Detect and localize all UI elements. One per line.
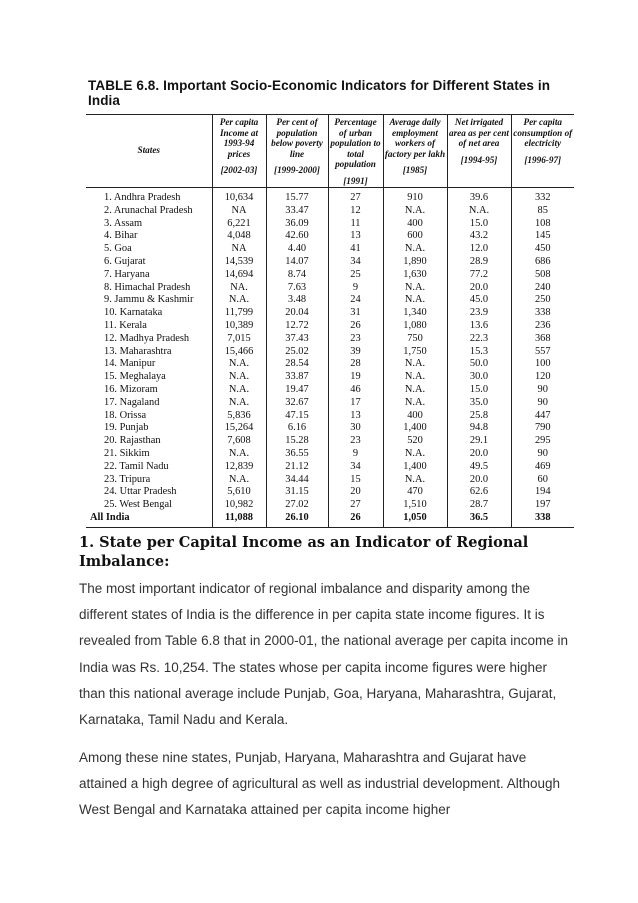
table-row: [86, 269, 574, 282]
value-cell: N.A.: [383, 205, 447, 218]
state-name-cell: 7. Haryana: [104, 268, 150, 280]
table-title: TABLE 6.8. Important Socio-Economic Indicators for Different States in India: [88, 78, 551, 108]
table-body: [86, 188, 574, 528]
value-cell: 15.0: [447, 384, 511, 397]
value-cell: 25.02: [266, 346, 328, 359]
table-row: [86, 397, 574, 410]
value-cell: NA: [212, 205, 266, 218]
value-cell: 6,221: [212, 218, 266, 231]
value-cell: 4.40: [266, 243, 328, 256]
value-cell: N.A.: [383, 474, 447, 487]
value-cell: 750: [383, 333, 447, 346]
value-cell: N.A.: [383, 371, 447, 384]
table-row: [86, 474, 574, 487]
value-cell: 368: [511, 333, 574, 346]
value-cell: 60: [511, 474, 574, 487]
value-cell: 12,839: [212, 461, 266, 474]
state-name-cell: 2. Arunachal Pradesh: [104, 204, 193, 216]
value-cell: 447: [511, 410, 574, 423]
value-cell: 194: [511, 486, 574, 499]
value-cell: 43.2: [447, 230, 511, 243]
state-name-cell: All India: [86, 512, 212, 527]
value-cell: 7,608: [212, 435, 266, 448]
value-cell: 36.55: [266, 448, 328, 461]
value-cell: 25: [328, 269, 383, 282]
value-cell: 19.47: [266, 384, 328, 397]
value-cell: 8.74: [266, 269, 328, 282]
column-header-label: Average daily employment workers of factory per lakh: [384, 117, 446, 159]
column-header-2: [266, 115, 328, 188]
state-name-cell: 15. Meghalaya: [104, 371, 166, 383]
value-cell: 557: [511, 346, 574, 359]
value-cell: 1,750: [383, 346, 447, 359]
state-name-cell: 8. Himachal Pradesh: [104, 281, 191, 293]
column-header-6: [511, 115, 574, 188]
value-cell: 32.67: [266, 397, 328, 410]
table-total-row: [86, 512, 574, 527]
table-row: [86, 307, 574, 320]
value-cell: N.A.: [212, 358, 266, 371]
value-cell: 42.60: [266, 230, 328, 243]
value-cell: 23: [328, 333, 383, 346]
value-cell: 33.47: [266, 205, 328, 218]
value-cell: 13: [328, 410, 383, 423]
value-cell: 22.3: [447, 333, 511, 346]
table-row: [86, 256, 574, 269]
value-cell: 23.9: [447, 307, 511, 320]
table-row: [86, 230, 574, 243]
value-cell: 600: [383, 230, 447, 243]
value-cell: 27.02: [266, 499, 328, 512]
value-cell: 338: [511, 512, 574, 527]
value-cell: 45.0: [447, 294, 511, 307]
value-cell: 20.04: [266, 307, 328, 320]
value-cell: 13: [328, 230, 383, 243]
value-cell: 33.87: [266, 371, 328, 384]
value-cell: 15: [328, 474, 383, 487]
value-cell: 15,466: [212, 346, 266, 359]
value-cell: N.A.: [383, 282, 447, 295]
indicators-table: [86, 114, 574, 528]
value-cell: 15.77: [266, 188, 328, 205]
value-cell: 120: [511, 371, 574, 384]
column-header-states: [86, 115, 212, 188]
table-row: [86, 499, 574, 512]
value-cell: 19: [328, 371, 383, 384]
value-cell: 90: [511, 397, 574, 410]
state-name-cell: 1. Andhra Pradesh: [104, 192, 181, 203]
value-cell: 26: [328, 512, 383, 527]
table-row: [86, 282, 574, 295]
value-cell: N.A.: [212, 474, 266, 487]
state-name-cell: 3. Assam: [104, 217, 143, 229]
value-cell: 5,610: [212, 486, 266, 499]
value-cell: 39.6: [447, 188, 511, 205]
table-row: [86, 422, 574, 435]
value-cell: 1,630: [383, 269, 447, 282]
column-header-year: [2002-03]: [220, 165, 258, 175]
state-name-cell: 21. Sikkim: [104, 447, 150, 459]
value-cell: 14,694: [212, 269, 266, 282]
value-cell: 90: [511, 384, 574, 397]
table-row: [86, 205, 574, 218]
value-cell: 1,890: [383, 256, 447, 269]
value-cell: 35.0: [447, 397, 511, 410]
value-cell: 27: [328, 499, 383, 512]
value-cell: N.A.: [447, 205, 511, 218]
value-cell: 240: [511, 282, 574, 295]
value-cell: N.A.: [212, 371, 266, 384]
state-name-cell: 12. Madhya Pradesh: [104, 332, 190, 344]
column-header-label: Per capita Income at 1993-94 prices: [219, 117, 259, 159]
state-name-cell: 4. Bihar: [104, 230, 138, 242]
value-cell: N.A.: [383, 448, 447, 461]
value-cell: 17: [328, 397, 383, 410]
value-cell: 1,340: [383, 307, 447, 320]
value-cell: 100: [511, 358, 574, 371]
state-name-cell: 22. Tamil Nadu: [104, 460, 169, 472]
table-row: [86, 358, 574, 371]
value-cell: 47.15: [266, 410, 328, 423]
value-cell: 15.0: [447, 218, 511, 231]
table-row: [86, 410, 574, 423]
column-header-year: [1994-95]: [460, 154, 498, 165]
state-name-cell: 14. Manipur: [104, 358, 156, 370]
value-cell: 30.0: [447, 371, 511, 384]
column-header-label: States: [137, 145, 160, 156]
value-cell: N.A.: [383, 243, 447, 256]
indicators-table-figure: [86, 78, 574, 528]
table-row: [86, 346, 574, 359]
value-cell: 46: [328, 384, 383, 397]
value-cell: 250: [511, 294, 574, 307]
value-cell: 3.48: [266, 294, 328, 307]
value-cell: 145: [511, 230, 574, 243]
value-cell: 26: [328, 320, 383, 333]
value-cell: 50.0: [447, 358, 511, 371]
value-cell: 12.0: [447, 243, 511, 256]
value-cell: 28: [328, 358, 383, 371]
state-name-cell: 16. Mizoram: [104, 383, 158, 395]
value-cell: 28.9: [447, 256, 511, 269]
table-row: [86, 320, 574, 333]
value-cell: 20: [328, 486, 383, 499]
state-name-cell: 18. Orissa: [104, 409, 147, 421]
value-cell: 24: [328, 294, 383, 307]
column-header-label: Per capita consumption of electricity: [513, 117, 573, 148]
value-cell: 1,080: [383, 320, 447, 333]
table-row: [86, 448, 574, 461]
value-cell: 11,799: [212, 307, 266, 320]
column-header-3: [328, 115, 383, 188]
value-cell: 15.3: [447, 346, 511, 359]
value-cell: 20.0: [447, 448, 511, 461]
state-name-cell: 9. Jammu & Kashmir: [104, 294, 194, 306]
value-cell: 4,048: [212, 230, 266, 243]
column-header-label: Percentage of urban population to total population: [330, 117, 381, 169]
value-cell: 85: [511, 205, 574, 218]
table-row: [86, 435, 574, 448]
value-cell: 37.43: [266, 333, 328, 346]
table-row: [86, 384, 574, 397]
table-header-row: [86, 115, 574, 188]
state-name-cell: 10. Karnataka: [104, 307, 163, 319]
value-cell: 90: [511, 448, 574, 461]
state-name-cell: 17. Nagaland: [104, 396, 160, 408]
value-cell: 12: [328, 205, 383, 218]
value-cell: 7,015: [212, 333, 266, 346]
column-header-year: [1991]: [343, 175, 368, 186]
value-cell: 12.72: [266, 320, 328, 333]
value-cell: N.A.: [383, 358, 447, 371]
table-row: [86, 218, 574, 231]
value-cell: 36.09: [266, 218, 328, 231]
table-row: [86, 486, 574, 499]
value-cell: 94.8: [447, 422, 511, 435]
value-cell: 338: [511, 307, 574, 320]
table-row: [86, 188, 574, 205]
value-cell: 14,539: [212, 256, 266, 269]
value-cell: 34.44: [266, 474, 328, 487]
value-cell: 77.2: [447, 269, 511, 282]
value-cell: 29.1: [447, 435, 511, 448]
value-cell: 31.15: [266, 486, 328, 499]
value-cell: 520: [383, 435, 447, 448]
value-cell: 49.5: [447, 461, 511, 474]
value-cell: N.A.: [383, 384, 447, 397]
column-header-year: [1999-2000]: [274, 165, 320, 175]
paragraph-1: The most important indicator of regional imbalance and disparity among the different states of India is the difference in per capita state income figures. It is revealed from Table 6.8 that in 2000-01, the national average per capita income in India was Rs. 10,254. The states whose per capita income figures were higher than this national average include Punjab, Goa, Haryana, Maharashtra, Gujarat, Karnataka, Tamil Nadu and Kerala.: [79, 581, 569, 728]
value-cell: 30: [328, 422, 383, 435]
value-cell: 13.6: [447, 320, 511, 333]
value-cell: 1,510: [383, 499, 447, 512]
value-cell: 1,050: [383, 512, 447, 527]
value-cell: 10,389: [212, 320, 266, 333]
value-cell: 11: [328, 218, 383, 231]
value-cell: NA: [212, 243, 266, 256]
value-cell: 31: [328, 307, 383, 320]
value-cell: 9: [328, 282, 383, 295]
value-cell: 11,088: [212, 512, 266, 527]
state-name-cell: 13. Maharashtra: [104, 345, 172, 357]
paragraph-2: Among these nine states, Punjab, Haryana, Maharashtra and Gujarat have attained a high degree of agricultural as well as industrial development. Although West Bengal and Karnataka attained per capita income higher: [79, 750, 561, 818]
value-cell: 20.0: [447, 282, 511, 295]
value-cell: N.A.: [212, 448, 266, 461]
value-cell: 23: [328, 435, 383, 448]
state-name-cell: 24. Uttar Pradesh: [104, 486, 177, 498]
section-heading: 1. State per Capital Income as an Indicator of Regional Imbalance:: [79, 534, 529, 570]
value-cell: 34: [328, 461, 383, 474]
value-cell: 295: [511, 435, 574, 448]
column-header-1: [212, 115, 266, 188]
value-cell: 469: [511, 461, 574, 474]
value-cell: 21.12: [266, 461, 328, 474]
value-cell: 34: [328, 256, 383, 269]
state-name-cell: 23. Tripura: [104, 473, 151, 485]
value-cell: 236: [511, 320, 574, 333]
value-cell: 450: [511, 243, 574, 256]
value-cell: 400: [383, 218, 447, 231]
value-cell: 10,634: [212, 188, 266, 205]
value-cell: 15,264: [212, 422, 266, 435]
column-header-4: [383, 115, 447, 188]
value-cell: 15.28: [266, 435, 328, 448]
table-row: [86, 371, 574, 384]
state-name-cell: 20. Rajasthan: [104, 435, 161, 447]
table-row: [86, 461, 574, 474]
value-cell: 28.7: [447, 499, 511, 512]
value-cell: 27: [328, 188, 383, 205]
column-header-year: [1985]: [402, 165, 428, 175]
state-name-cell: 19. Punjab: [104, 422, 149, 434]
state-name-cell: 5. Goa: [104, 243, 132, 255]
value-cell: 197: [511, 499, 574, 512]
column-header-label: Net irrigated area as per cent of net area: [449, 117, 509, 148]
value-cell: 14.07: [266, 256, 328, 269]
value-cell: 470: [383, 486, 447, 499]
value-cell: 62.6: [447, 486, 511, 499]
state-name-cell: 6. Gujarat: [104, 255, 146, 267]
value-cell: 26.10: [266, 512, 328, 527]
value-cell: 1,400: [383, 422, 447, 435]
table-row: [86, 294, 574, 307]
value-cell: 39: [328, 346, 383, 359]
state-name-cell: 25. West Bengal: [104, 499, 172, 511]
value-cell: 1,400: [383, 461, 447, 474]
value-cell: NA.: [212, 282, 266, 295]
column-header-5: [447, 115, 511, 188]
value-cell: N.A.: [383, 397, 447, 410]
table-row: [86, 243, 574, 256]
value-cell: 9: [328, 448, 383, 461]
value-cell: 41: [328, 243, 383, 256]
value-cell: N.A.: [212, 294, 266, 307]
value-cell: 28.54: [266, 358, 328, 371]
table-row: [86, 333, 574, 346]
value-cell: 332: [511, 188, 574, 205]
value-cell: 25.8: [447, 410, 511, 423]
value-cell: N.A.: [212, 384, 266, 397]
value-cell: 790: [511, 422, 574, 435]
column-header-year: [1996-97]: [524, 154, 562, 165]
value-cell: 508: [511, 269, 574, 282]
value-cell: 686: [511, 256, 574, 269]
value-cell: 36.5: [447, 512, 511, 527]
value-cell: 108: [511, 218, 574, 231]
value-cell: 400: [383, 410, 447, 423]
value-cell: 6.16: [266, 422, 328, 435]
value-cell: N.A.: [212, 397, 266, 410]
value-cell: 20.0: [447, 474, 511, 487]
value-cell: 10,982: [212, 499, 266, 512]
state-name-cell: 11. Kerala: [104, 319, 147, 331]
value-cell: N.A.: [383, 294, 447, 307]
value-cell: 5,836: [212, 410, 266, 423]
value-cell: 7.63: [266, 282, 328, 295]
column-header-label: Per cent of population below poverty line: [271, 117, 323, 159]
value-cell: 910: [383, 188, 447, 205]
